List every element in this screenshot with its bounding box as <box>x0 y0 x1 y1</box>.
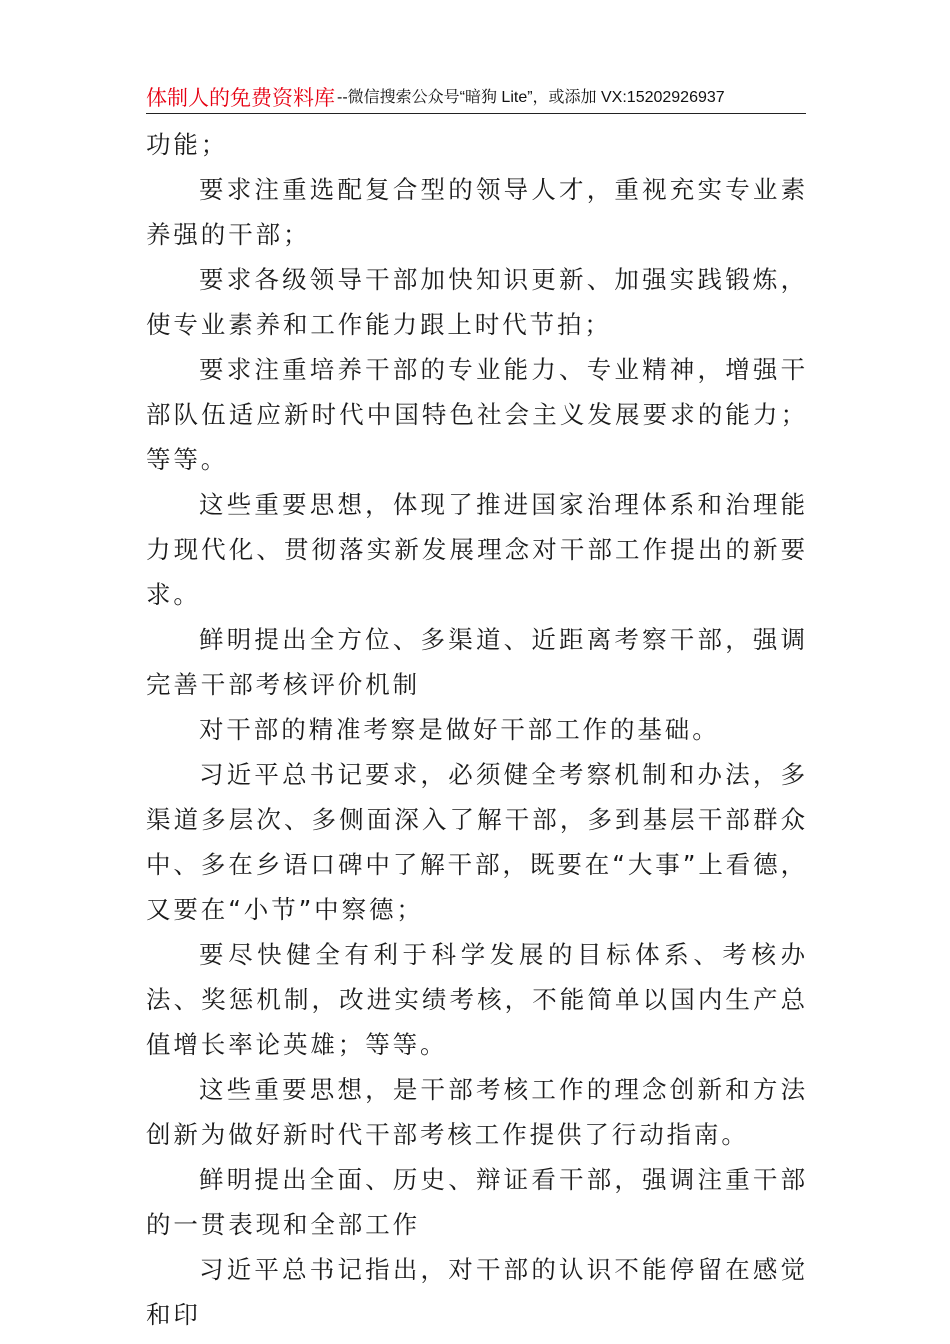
document-body <box>146 122 808 1337</box>
paragraph: 功能； <box>146 130 229 159</box>
paragraph: 这些重要思想，体现了推进国家治理体系和治理能力现代化、贯彻落实新发展理念对干部工作提出的新要求。 <box>146 490 808 609</box>
header-brand: 体制人的免费资料库 <box>146 86 335 110</box>
paragraph: 要求各级领导干部加快知识更新、加强实践锻炼，使专业素养和工作能力跟上时代节拍； <box>146 265 808 339</box>
section-heading: 鲜明提出全方位、多渠道、近距离考察干部，强调完善干部考核评价机制 <box>146 625 808 699</box>
paragraph: 要求注重培养干部的专业能力、专业精神，增强干部队伍适应新时代中国特色社会主义发展要求的能力；等等。 <box>146 355 808 474</box>
paragraph: 要求注重选配复合型的领导人才，重视充实专业素养强的干部； <box>146 175 808 249</box>
page-header <box>146 84 806 114</box>
paragraph: 习近平总书记要求，必须健全考察机制和办法，多渠道多层次、多侧面深入了解干部，多到基层干部群众中、多在乡语口碑中了解干部，既要在“大事”上看德，又要在“小节”中察德； <box>146 760 808 924</box>
header-subtitle: --微信搜索公众号“暗狗 Lite”，或添加 VX:15202926937 <box>337 89 725 106</box>
paragraph: 要尽快健全有利于科学发展的目标体系、考核办法、奖惩机制，改进实绩考核，不能简单以国内生产总值增长率论英雄；等等。 <box>146 940 808 1059</box>
section-heading: 鲜明提出全面、历史、辩证看干部，强调注重干部的一贯表现和全部工作 <box>146 1165 808 1239</box>
paragraph: 对干部的精准考察是做好干部工作的基础。 <box>199 715 720 744</box>
paragraph: 习近平总书记指出，对干部的认识不能停留在感觉和印 <box>146 1255 808 1329</box>
paragraph: 这些重要思想，是干部考核工作的理念创新和方法创新为做好新时代干部考核工作提供了行动指南。 <box>146 1075 808 1149</box>
